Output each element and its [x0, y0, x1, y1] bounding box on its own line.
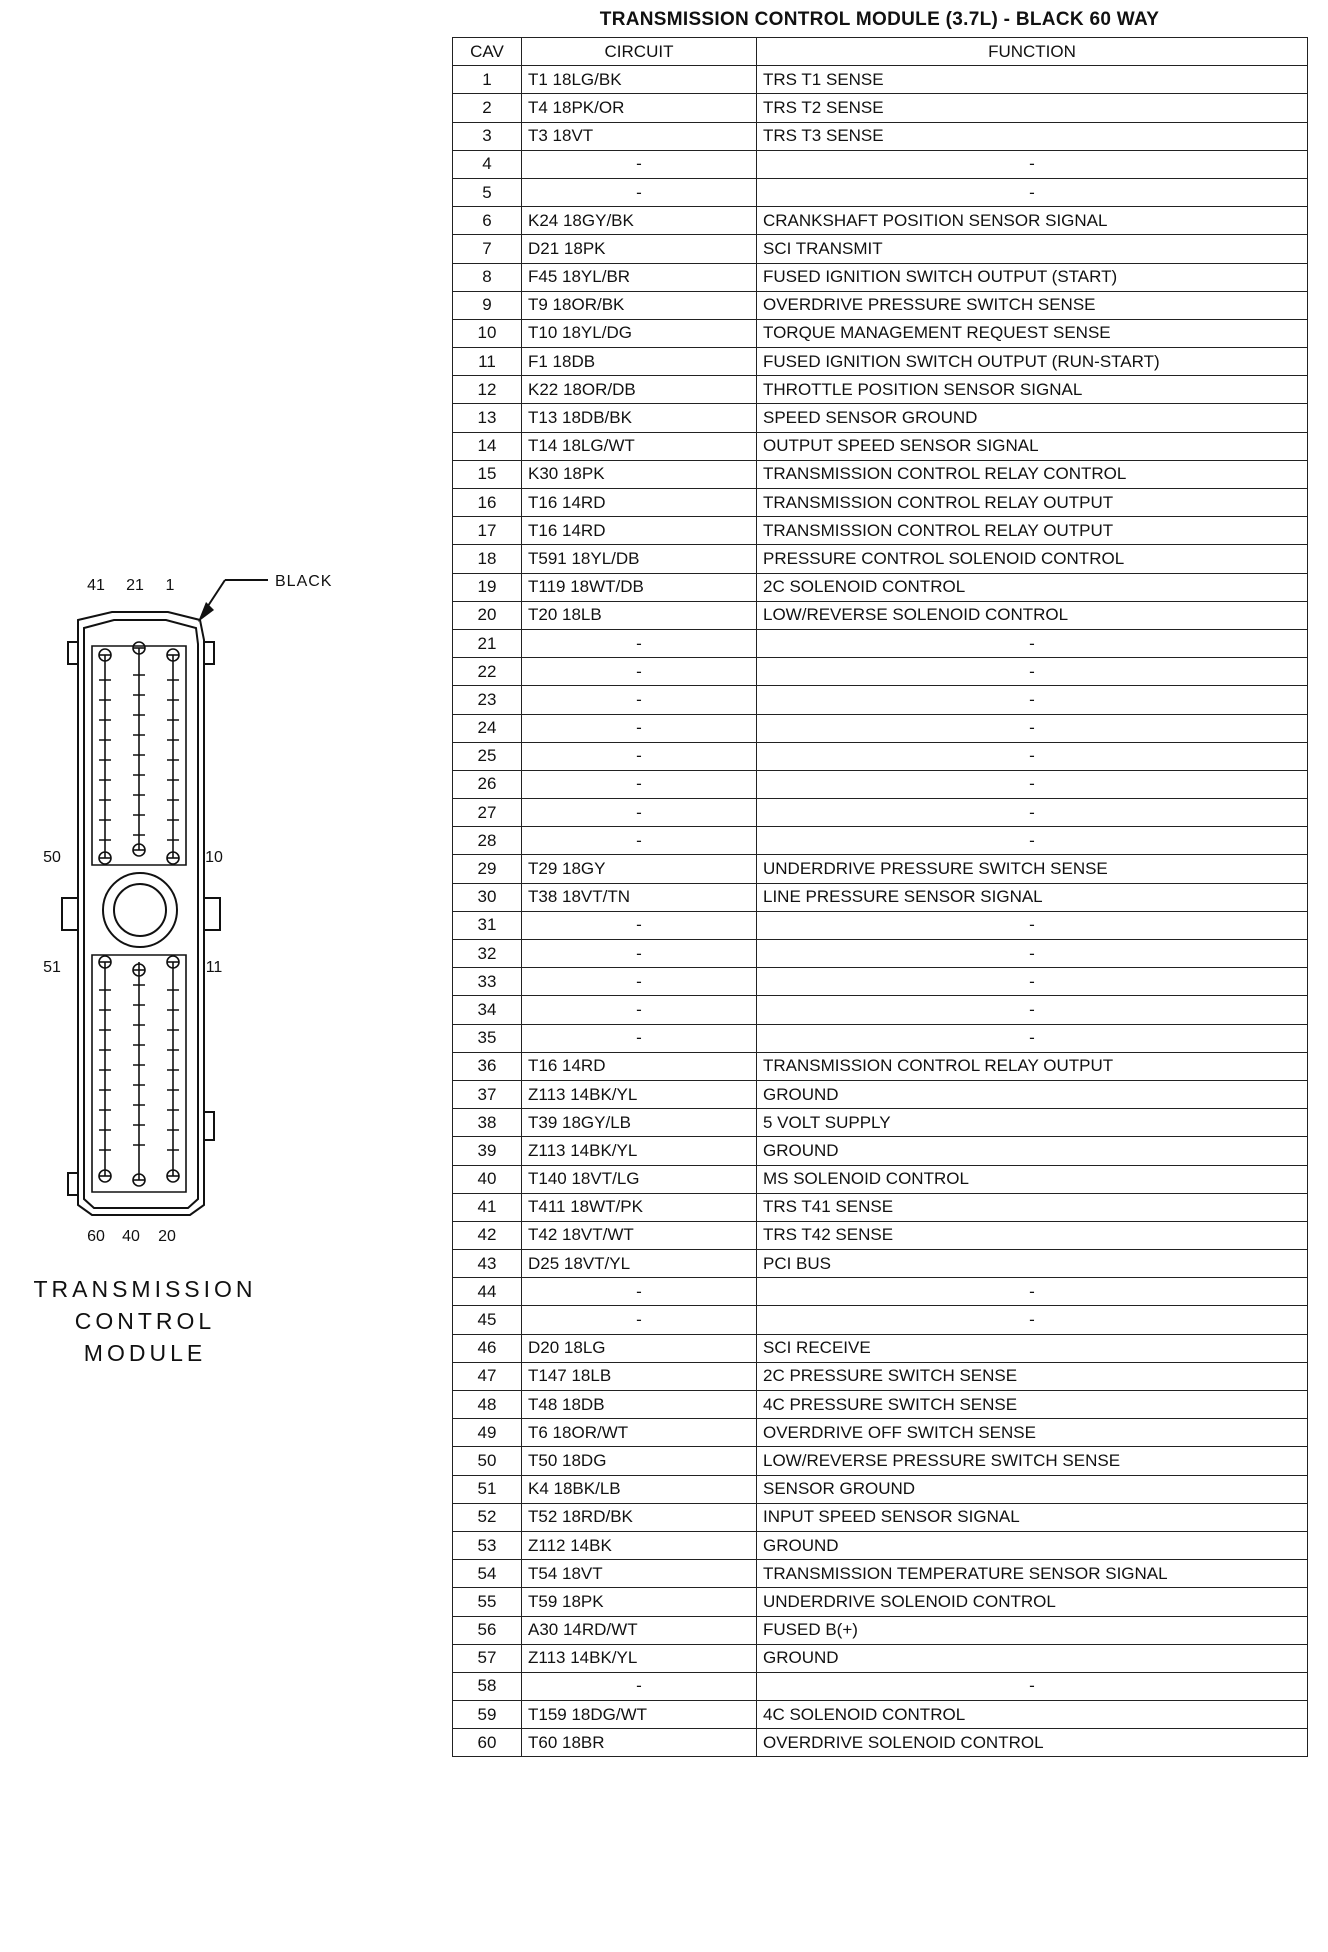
column-header-circuit: CIRCUIT: [522, 38, 757, 66]
table-row: [453, 319, 1308, 347]
circuit-cell: -: [522, 1278, 757, 1306]
table-row: [453, 855, 1308, 883]
cav-cell: 9: [453, 291, 522, 319]
function-cell: TRS T2 SENSE: [757, 94, 1308, 122]
circuit-cell: D21 18PK: [522, 235, 757, 263]
function-cell: GROUND: [757, 1080, 1308, 1108]
pin-label-41: 41: [87, 577, 105, 594]
table-row: [453, 1531, 1308, 1559]
table-row: [453, 1221, 1308, 1249]
circuit-cell: K24 18GY/BK: [522, 207, 757, 235]
circuit-cell: T50 18DG: [522, 1447, 757, 1475]
table-row: [453, 1672, 1308, 1700]
function-cell: TRANSMISSION CONTROL RELAY OUTPUT: [757, 489, 1308, 517]
circuit-cell: T4 18PK/OR: [522, 94, 757, 122]
cav-cell: 20: [453, 601, 522, 629]
circuit-cell: -: [522, 1306, 757, 1334]
cav-cell: 56: [453, 1616, 522, 1644]
cav-cell: 60: [453, 1729, 522, 1757]
cav-cell: 13: [453, 404, 522, 432]
table-row: [453, 1080, 1308, 1108]
function-cell: -: [757, 714, 1308, 742]
pinout-table: [452, 37, 1308, 1757]
table-row: [453, 1109, 1308, 1137]
cav-cell: 21: [453, 629, 522, 657]
circuit-cell: T59 18PK: [522, 1588, 757, 1616]
circuit-cell: -: [522, 1024, 757, 1052]
cav-cell: 31: [453, 911, 522, 939]
function-cell: TRANSMISSION CONTROL RELAY CONTROL: [757, 460, 1308, 488]
table-row: [453, 1250, 1308, 1278]
function-cell: SENSOR GROUND: [757, 1475, 1308, 1503]
table-row: [453, 1391, 1308, 1419]
circuit-cell: F1 18DB: [522, 348, 757, 376]
circuit-cell: T159 18DG/WT: [522, 1701, 757, 1729]
circuit-cell: -: [522, 629, 757, 657]
circuit-cell: T591 18YL/DB: [522, 545, 757, 573]
cav-cell: 28: [453, 827, 522, 855]
table-row: [453, 573, 1308, 601]
cav-cell: 2: [453, 94, 522, 122]
pin-label-21: 21: [126, 577, 144, 594]
function-cell: FUSED IGNITION SWITCH OUTPUT (START): [757, 263, 1308, 291]
cav-cell: 43: [453, 1250, 522, 1278]
table-row: [453, 1334, 1308, 1362]
table-row: [453, 686, 1308, 714]
pin-label-40: 40: [122, 1228, 140, 1245]
circuit-cell: -: [522, 658, 757, 686]
function-cell: MS SOLENOID CONTROL: [757, 1165, 1308, 1193]
table-row: [453, 178, 1308, 206]
table-row: [453, 1616, 1308, 1644]
circuit-cell: T16 14RD: [522, 517, 757, 545]
function-cell: -: [757, 940, 1308, 968]
circuit-cell: D20 18LG: [522, 1334, 757, 1362]
table-row: [453, 404, 1308, 432]
table-row: [453, 629, 1308, 657]
function-cell: SPEED SENSOR GROUND: [757, 404, 1308, 432]
function-cell: OVERDRIVE PRESSURE SWITCH SENSE: [757, 291, 1308, 319]
table-row: [453, 291, 1308, 319]
function-cell: PCI BUS: [757, 1250, 1308, 1278]
circuit-cell: -: [522, 178, 757, 206]
circuit-cell: -: [522, 799, 757, 827]
function-cell: -: [757, 996, 1308, 1024]
table-row: [453, 799, 1308, 827]
function-cell: -: [757, 658, 1308, 686]
circuit-cell: Z113 14BK/YL: [522, 1137, 757, 1165]
function-cell: SCI TRANSMIT: [757, 235, 1308, 263]
circuit-cell: -: [522, 911, 757, 939]
cav-cell: 15: [453, 460, 522, 488]
function-cell: TRS T41 SENSE: [757, 1193, 1308, 1221]
cav-cell: 12: [453, 376, 522, 404]
circuit-cell: T52 18RD/BK: [522, 1503, 757, 1531]
function-cell: -: [757, 1672, 1308, 1700]
cav-cell: 50: [453, 1447, 522, 1475]
circuit-cell: Z113 14BK/YL: [522, 1080, 757, 1108]
cav-cell: 37: [453, 1080, 522, 1108]
pin-label-11: 11: [205, 959, 223, 976]
function-cell: OUTPUT SPEED SENSOR SIGNAL: [757, 432, 1308, 460]
table-row: [453, 1644, 1308, 1672]
circuit-cell: -: [522, 150, 757, 178]
table-row: [453, 94, 1308, 122]
function-cell: -: [757, 799, 1308, 827]
cav-cell: 48: [453, 1391, 522, 1419]
table-row: [453, 827, 1308, 855]
table-row: [453, 1475, 1308, 1503]
table-row: [453, 1137, 1308, 1165]
function-cell: TRANSMISSION TEMPERATURE SENSOR SIGNAL: [757, 1560, 1308, 1588]
circuit-cell: F45 18YL/BR: [522, 263, 757, 291]
cav-cell: 17: [453, 517, 522, 545]
pin-label-1: 1: [165, 577, 175, 594]
table-row: [453, 1560, 1308, 1588]
cav-cell: 3: [453, 122, 522, 150]
cav-cell: 16: [453, 489, 522, 517]
function-cell: TRS T42 SENSE: [757, 1221, 1308, 1249]
function-cell: -: [757, 968, 1308, 996]
table-row: [453, 376, 1308, 404]
circuit-cell: T60 18BR: [522, 1729, 757, 1757]
circuit-cell: T38 18VT/TN: [522, 883, 757, 911]
circuit-cell: Z112 14BK: [522, 1531, 757, 1559]
cav-cell: 29: [453, 855, 522, 883]
function-cell: TRANSMISSION CONTROL RELAY OUTPUT: [757, 517, 1308, 545]
circuit-cell: T29 18GY: [522, 855, 757, 883]
circuit-cell: T411 18WT/PK: [522, 1193, 757, 1221]
caption-line-2: CONTROL: [74, 1308, 216, 1334]
cav-cell: 57: [453, 1644, 522, 1672]
pin-label-50: 50: [43, 849, 61, 866]
cav-cell: 10: [453, 319, 522, 347]
circuit-cell: T6 18OR/WT: [522, 1419, 757, 1447]
cav-cell: 8: [453, 263, 522, 291]
circuit-cell: T9 18OR/BK: [522, 291, 757, 319]
cav-cell: 14: [453, 432, 522, 460]
cav-cell: 26: [453, 770, 522, 798]
function-cell: THROTTLE POSITION SENSOR SIGNAL: [757, 376, 1308, 404]
cav-cell: 22: [453, 658, 522, 686]
table-row: [453, 348, 1308, 376]
table-row: [453, 545, 1308, 573]
circuit-cell: -: [522, 996, 757, 1024]
cav-cell: 23: [453, 686, 522, 714]
table-row: [453, 714, 1308, 742]
function-cell: TRS T3 SENSE: [757, 122, 1308, 150]
table-row: [453, 1306, 1308, 1334]
circuit-cell: T147 18LB: [522, 1362, 757, 1390]
connector-diagram: [0, 0, 420, 1400]
table-row: [453, 1165, 1308, 1193]
table-row: [453, 150, 1308, 178]
cav-cell: 32: [453, 940, 522, 968]
table-row: [453, 1052, 1308, 1080]
table-title: TRANSMISSION CONTROL MODULE (3.7L) - BLACK 60 WAY: [599, 9, 1160, 30]
cav-cell: 51: [453, 1475, 522, 1503]
column-header-cav: CAV: [453, 38, 522, 66]
table-row: [453, 66, 1308, 94]
circuit-cell: -: [522, 940, 757, 968]
circuit-cell: T119 18WT/DB: [522, 573, 757, 601]
circuit-cell: Z113 14BK/YL: [522, 1644, 757, 1672]
cav-cell: 45: [453, 1306, 522, 1334]
table-row: [453, 1193, 1308, 1221]
table-row: [453, 517, 1308, 545]
circuit-cell: -: [522, 742, 757, 770]
table-row: [453, 1503, 1308, 1531]
cav-cell: 6: [453, 207, 522, 235]
function-cell: UNDERDRIVE SOLENOID CONTROL: [757, 1588, 1308, 1616]
function-cell: 4C SOLENOID CONTROL: [757, 1701, 1308, 1729]
function-cell: GROUND: [757, 1644, 1308, 1672]
pin-columns: [99, 642, 179, 1186]
cav-cell: 55: [453, 1588, 522, 1616]
cav-cell: 34: [453, 996, 522, 1024]
function-cell: GROUND: [757, 1137, 1308, 1165]
cav-cell: 1: [453, 66, 522, 94]
cav-cell: 18: [453, 545, 522, 573]
circuit-cell: A30 14RD/WT: [522, 1616, 757, 1644]
cav-cell: 40: [453, 1165, 522, 1193]
function-cell: TORQUE MANAGEMENT REQUEST SENSE: [757, 319, 1308, 347]
function-cell: -: [757, 1278, 1308, 1306]
leader-arrow: [198, 580, 268, 622]
cav-cell: 19: [453, 573, 522, 601]
circuit-cell: T39 18GY/LB: [522, 1109, 757, 1137]
function-cell: -: [757, 770, 1308, 798]
table-row: [453, 1362, 1308, 1390]
table-row: [453, 263, 1308, 291]
function-cell: LINE PRESSURE SENSOR SIGNAL: [757, 883, 1308, 911]
cav-cell: 36: [453, 1052, 522, 1080]
circuit-cell: D25 18VT/YL: [522, 1250, 757, 1278]
function-cell: -: [757, 911, 1308, 939]
table-row: [453, 1588, 1308, 1616]
function-cell: -: [757, 629, 1308, 657]
circuit-cell: T16 14RD: [522, 489, 757, 517]
circuit-cell: T3 18VT: [522, 122, 757, 150]
function-cell: GROUND: [757, 1531, 1308, 1559]
function-cell: -: [757, 742, 1308, 770]
pin-label-10: 10: [205, 849, 223, 866]
table-row: [453, 460, 1308, 488]
cav-cell: 42: [453, 1221, 522, 1249]
table-body: [453, 66, 1308, 1757]
circuit-cell: T48 18DB: [522, 1391, 757, 1419]
pin-label-20: 20: [158, 1228, 176, 1245]
circuit-cell: T10 18YL/DG: [522, 319, 757, 347]
function-cell: FUSED B(+): [757, 1616, 1308, 1644]
table-row: [453, 968, 1308, 996]
function-cell: INPUT SPEED SENSOR SIGNAL: [757, 1503, 1308, 1531]
circuit-cell: K4 18BK/LB: [522, 1475, 757, 1503]
cav-cell: 44: [453, 1278, 522, 1306]
column-header-function: FUNCTION: [757, 38, 1308, 66]
circuit-cell: T20 18LB: [522, 601, 757, 629]
circuit-cell: -: [522, 686, 757, 714]
table-row: [453, 122, 1308, 150]
function-cell: -: [757, 178, 1308, 206]
cav-cell: 38: [453, 1109, 522, 1137]
caption-line-3: MODULE: [83, 1340, 207, 1366]
circuit-cell: T16 14RD: [522, 1052, 757, 1080]
cav-cell: 49: [453, 1419, 522, 1447]
table-row: [453, 432, 1308, 460]
circuit-cell: T42 18VT/WT: [522, 1221, 757, 1249]
cav-cell: 5: [453, 178, 522, 206]
circuit-cell: T1 18LG/BK: [522, 66, 757, 94]
circuit-cell: T54 18VT: [522, 1560, 757, 1588]
pin-label-60: 60: [87, 1228, 105, 1245]
function-cell: TRANSMISSION CONTROL RELAY OUTPUT: [757, 1052, 1308, 1080]
table-row: [453, 601, 1308, 629]
table-row: [453, 911, 1308, 939]
circuit-cell: K30 18PK: [522, 460, 757, 488]
function-cell: OVERDRIVE OFF SWITCH SENSE: [757, 1419, 1308, 1447]
circuit-cell: T13 18DB/BK: [522, 404, 757, 432]
cav-cell: 7: [453, 235, 522, 263]
function-cell: -: [757, 827, 1308, 855]
connector-color-label: BLACK: [275, 573, 333, 590]
function-cell: LOW/REVERSE SOLENOID CONTROL: [757, 601, 1308, 629]
cav-cell: 52: [453, 1503, 522, 1531]
cav-cell: 33: [453, 968, 522, 996]
function-cell: -: [757, 1306, 1308, 1334]
pin-label-51: 51: [43, 959, 61, 976]
table-row: [453, 1447, 1308, 1475]
circuit-cell: -: [522, 714, 757, 742]
function-cell: TRS T1 SENSE: [757, 66, 1308, 94]
cav-cell: 46: [453, 1334, 522, 1362]
table-row: [453, 1278, 1308, 1306]
function-cell: -: [757, 686, 1308, 714]
circuit-cell: K22 18OR/DB: [522, 376, 757, 404]
cav-cell: 25: [453, 742, 522, 770]
table-row: [453, 1419, 1308, 1447]
table-row: [453, 883, 1308, 911]
table-row: [453, 1729, 1308, 1757]
function-cell: -: [757, 1024, 1308, 1052]
function-cell: PRESSURE CONTROL SOLENOID CONTROL: [757, 545, 1308, 573]
cav-cell: 24: [453, 714, 522, 742]
table-row: [453, 658, 1308, 686]
cav-cell: 4: [453, 150, 522, 178]
function-cell: 5 VOLT SUPPLY: [757, 1109, 1308, 1137]
function-cell: 2C SOLENOID CONTROL: [757, 573, 1308, 601]
circuit-cell: -: [522, 1672, 757, 1700]
circuit-cell: -: [522, 968, 757, 996]
cav-cell: 54: [453, 1560, 522, 1588]
table-row: [453, 1701, 1308, 1729]
cav-cell: 53: [453, 1531, 522, 1559]
table-row: [453, 235, 1308, 263]
function-cell: SCI RECEIVE: [757, 1334, 1308, 1362]
table-row: [453, 742, 1308, 770]
table-row: [453, 207, 1308, 235]
circuit-cell: -: [522, 770, 757, 798]
cav-cell: 41: [453, 1193, 522, 1221]
table-row: [453, 1024, 1308, 1052]
table-row: [453, 770, 1308, 798]
function-cell: CRANKSHAFT POSITION SENSOR SIGNAL: [757, 207, 1308, 235]
function-cell: 4C PRESSURE SWITCH SENSE: [757, 1391, 1308, 1419]
cav-cell: 39: [453, 1137, 522, 1165]
function-cell: -: [757, 150, 1308, 178]
cav-cell: 11: [453, 348, 522, 376]
caption-line-1: TRANSMISSION: [33, 1276, 257, 1302]
circuit-cell: T14 18LG/WT: [522, 432, 757, 460]
cav-cell: 30: [453, 883, 522, 911]
function-cell: OVERDRIVE SOLENOID CONTROL: [757, 1729, 1308, 1757]
table-header-row: [453, 38, 1308, 66]
table-row: [453, 996, 1308, 1024]
table-row: [453, 940, 1308, 968]
function-cell: 2C PRESSURE SWITCH SENSE: [757, 1362, 1308, 1390]
table-row: [453, 489, 1308, 517]
cav-cell: 58: [453, 1672, 522, 1700]
cav-cell: 47: [453, 1362, 522, 1390]
cav-cell: 59: [453, 1701, 522, 1729]
function-cell: UNDERDRIVE PRESSURE SWITCH SENSE: [757, 855, 1308, 883]
cav-cell: 35: [453, 1024, 522, 1052]
function-cell: FUSED IGNITION SWITCH OUTPUT (RUN-START): [757, 348, 1308, 376]
circuit-cell: T140 18VT/LG: [522, 1165, 757, 1193]
circuit-cell: -: [522, 827, 757, 855]
function-cell: LOW/REVERSE PRESSURE SWITCH SENSE: [757, 1447, 1308, 1475]
cav-cell: 27: [453, 799, 522, 827]
